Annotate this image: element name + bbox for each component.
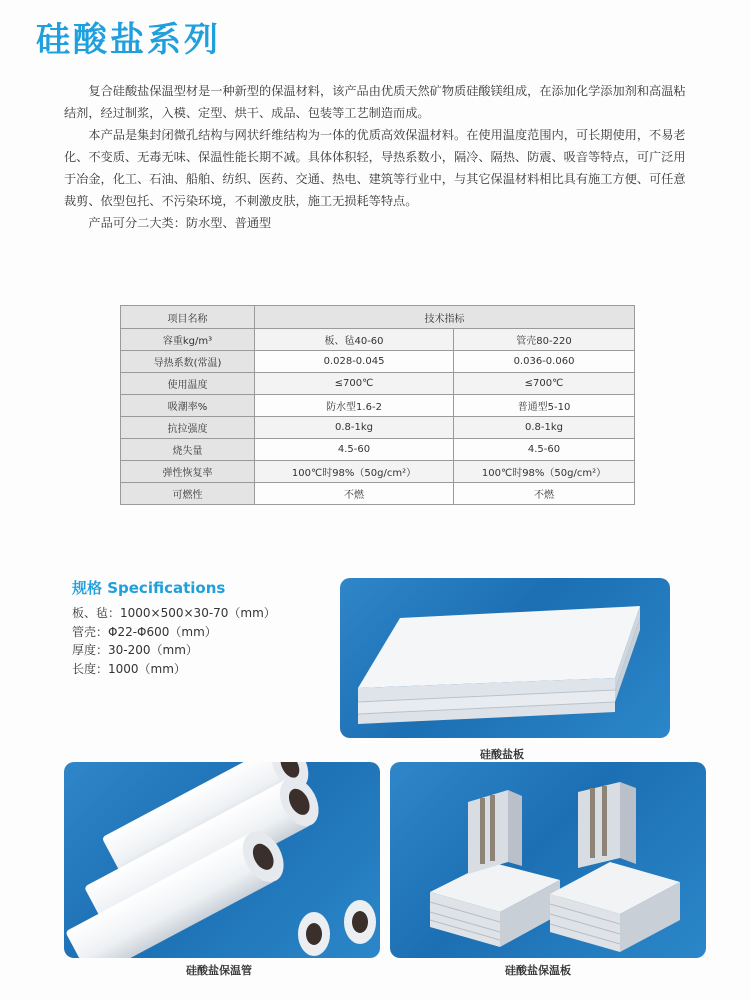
row-value-a: 4.5-60 [255,439,454,461]
table-row [121,351,635,373]
table-row [121,373,635,395]
board-stack-illustration [340,578,670,738]
board-caption: 硅酸盐板 [480,748,524,761]
intro-paragraph-1: 复合硅酸盐保温型材是一种新型的保温材料，该产品由优质天然矿物质硅酸镁组成，在添加化学添加剂和高温粘结剂，经过制浆，入模、定型、烘干、成品、包装等工艺制造而成。 [64,84,686,120]
row-value-b: 4.5-60 [454,439,635,461]
table-row [121,461,635,483]
row-value-b: ≤700℃ [454,373,635,395]
specifications-list [72,604,276,678]
row-value-a: 防水型1.6-2 [255,395,454,417]
table-row [121,329,635,351]
page-title: 硅酸盐系列 [36,20,221,60]
row-name: 导热系数(常温) [121,351,255,373]
row-value-a: 0.8-1kg [255,417,454,439]
insulation-board-photo [390,762,706,958]
table-header-row [121,306,635,329]
row-name: 使用温度 [121,373,255,395]
row-name: 可燃性 [121,483,255,505]
technical-spec-table [120,305,635,505]
insulation-board-caption: 硅酸盐保温板 [505,964,571,977]
row-name: 抗拉强度 [121,417,255,439]
row-name: 烧失量 [121,439,255,461]
row-value-b: 普通型5-10 [454,395,635,417]
intro-paragraph-3: 产品可分二大类：防水型、普通型 [88,216,272,230]
spec-line: 板、毡：1000×500×30-70（mm） [72,606,276,620]
table-row [121,417,635,439]
table-row [121,439,635,461]
pipe-illustration [64,762,380,958]
row-value-a: 0.028-0.045 [255,351,454,373]
pipe-caption: 硅酸盐保温管 [186,964,252,977]
spec-line: 长度：1000（mm） [72,661,186,676]
table-row [121,483,635,505]
intro-text [64,80,694,234]
row-value-b: 100℃时98%（50g/cm²） [454,461,635,483]
row-value-b: 管壳80-220 [454,329,635,351]
row-name: 吸潮率% [121,395,255,417]
row-value-b: 0.8-1kg [454,417,635,439]
row-name: 容重kg/m³ [121,329,255,351]
row-value-a: 100℃时98%（50g/cm²） [255,461,454,483]
row-value-a: ≤700℃ [255,373,454,395]
row-value-a: 板、毡40-60 [255,329,454,351]
spec-line: 厚度：30-200（mm） [72,643,198,657]
row-value-b: 不燃 [454,483,635,505]
intro-paragraph-2: 本产品是集封闭微孔结构与网状纤维结构为一体的优质高效保温材料。在使用温度范围内，可长期使用，不易老化、不变质、无毒无味、保温性能长期不减。具体体积轻，导热系数小，隔冷、隔热、防震、吸音等特点，可广泛用于冶金，化工、石油、船舶、纺织、医药、交通、热电、建筑等行业中，与其它保温材料相比具有施工方便、可任意裁剪、依型包托、不污染环境，不刺激皮肤，施工无损耗等特点。 [64,128,686,208]
row-value-a: 不燃 [255,483,454,505]
specifications-heading: 规格 Specifications [72,579,226,597]
table-header-item: 项目名称 [121,306,255,329]
row-name: 弹性恢复率 [121,461,255,483]
row-value-b: 0.036-0.060 [454,351,635,373]
insulation-board-illustration [390,762,706,958]
spec-line: 管壳：Φ22-Φ600（mm） [72,624,217,639]
table-header-spec: 技术指标 [255,306,635,329]
board-photo [340,578,670,738]
pipe-photo [64,762,380,958]
table-row [121,395,635,417]
